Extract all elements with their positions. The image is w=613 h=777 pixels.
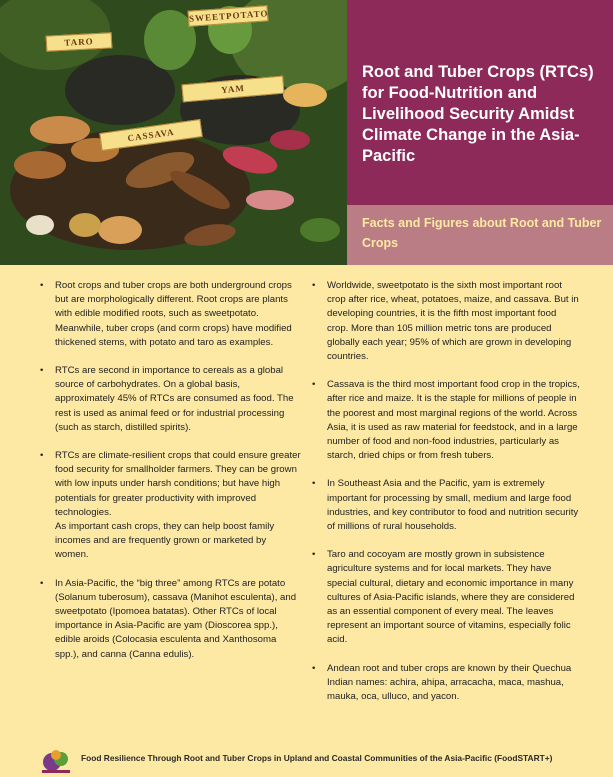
fact-item [312,378,580,463]
bullet-icon: • [312,280,316,291]
fact-text: Cassava is the third most important food crop in the tropics, after rice and maize. It is the staple for millions of people in the poorest and most marginal regions of the world. Across Asia, it is used as raw material for feedstock, and in a large number of food and non-food industries, particularly as starch, dried chips or from fresh tubers. [327,379,580,462]
right-column [312,279,580,718]
fact-text: Andean root and tuber crops are known by their Quechua Indian names: achira, ahipa, arracacha, maca, mashua, mauka, oca, ulluco, and yacon. [327,662,572,703]
fact-text: RTCs are climate-resilient crops that could ensure greater food security for smallholder farmers. They can be grown with low inputs under harsh conditions; but have high potentials for greater productivity with improved technologies. As important cash crops, they can help boost family incomes and are frequently grown or marketed by women. [55,450,301,561]
fact-item [40,449,302,563]
fact-item [312,279,580,364]
bullet-icon: • [40,450,44,462]
bullet-icon: • [312,478,316,490]
bullet-icon: • [312,662,316,674]
page-title: Root and Tuber Crops (RTCs) for Food-Nutrition and Livelihood Security Amidst Climate Change in the Asia-Pacific [362,63,594,165]
fact-text: Taro and cocoyam are mostly grown in subsistence agriculture systems and for local markets. They have special cultural, dietary and economic importance in many cultures of Asia-Pacific islands, where they are considered as an essential component of every meal. The leaves represent an important source of vitamins, especially folic acid. [327,549,575,646]
fact-item [312,662,580,705]
fact-item [312,477,580,534]
taro-label: TARO [46,32,113,51]
bullet-icon: • [312,379,316,391]
sweetpotato-label: SWEETPOTATO [188,5,269,27]
crops-photo [0,0,347,265]
footer-text: Food Resilience Through Root and Tuber Crops in Upland and Coastal Communities of the Asia-Pacific (FoodSTART+) [81,753,553,763]
foodstart-logo-icon [40,746,72,774]
yam-label: YAM [181,76,284,103]
left-column [40,279,302,676]
fact-item [40,577,302,662]
footer [40,744,605,776]
fact-text: Root crops and tuber crops are both underground crops but are morphologically different. Root crops are plants with edible modified roots, such as sweetpotato. Meanwhile, tuber crops (and corm crops) have modified thickened stems, with potato and taro as examples. [55,280,292,348]
page-subtitle: Facts and Figures about Root and Tuber Crops [362,216,602,250]
cassava-label: CASSAVA [99,119,203,151]
fact-item [40,364,302,435]
fact-text: In Southeast Asia and the Pacific, yam is extremely important for processing by small, medium and large food industries, and key contributor to food and nutrition security of millions of rural households. [327,478,579,533]
fact-text: RTCs are second in importance to cereals as a global source of carbohydrates. On a global basis, approximately 45% of RTCs are consumed as food. The rest is used as animal feed or for industrial processing (such as starch, distilled spirits). [55,365,294,433]
bullet-icon: • [312,549,316,561]
fact-text: Worldwide, sweetpotato is the sixth most important root crop after rice, wheat, potatoes, maize, and cassava. But in developing countries, it is the fifth most important food crop. More than 105 million metric tons are produced globally each year; 95% of which are grown in developing countries. [327,280,579,363]
fact-text: In Asia-Pacific, the “big three” among RTCs are potato (Solanum tuberosum), cassava (Manihot esculenta), and sweetpotato (Ipomoea batatas). Other RTCs of local importance in Asia-Pacific are yam (Dioscorea spp.), edible aroids (Colocasia esculenta and Xanthosoma spp.), and canna (Canna edulis). [55,577,297,660]
fact-item [312,548,580,647]
bullet-icon: • [40,577,44,589]
bullet-icon: • [40,280,44,291]
bullet-icon: • [40,365,44,377]
fact-item [40,279,302,350]
